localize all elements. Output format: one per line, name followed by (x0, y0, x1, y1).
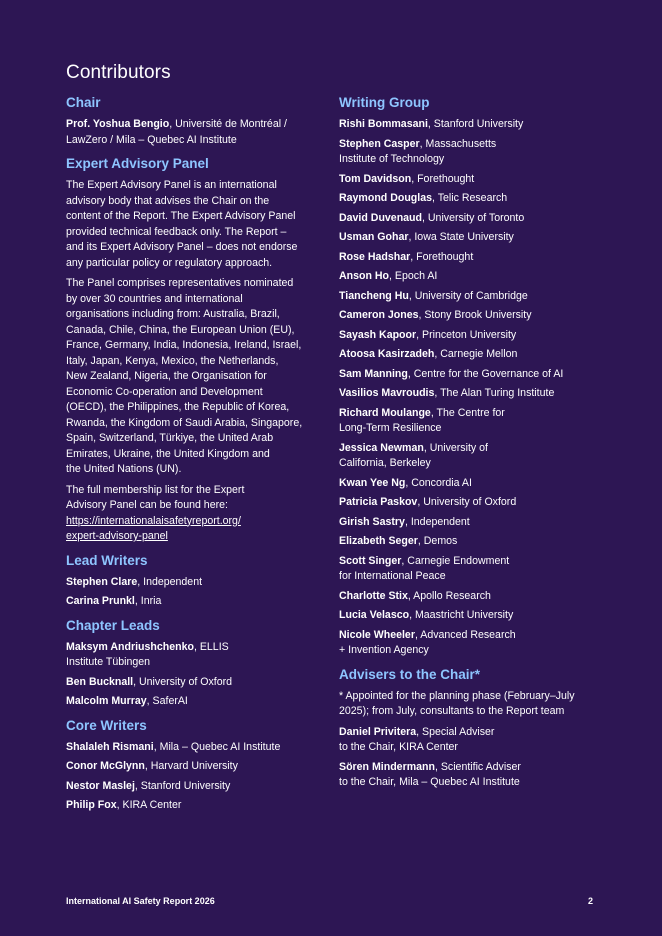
contributor-entry (339, 347, 601, 363)
contributor-affiliation: , Advanced Research (414, 628, 516, 641)
expert-panel-link[interactable] (66, 514, 328, 545)
text-line: Economic Co-operation and Development (66, 385, 263, 398)
advisers-section (339, 666, 601, 791)
contributor-entry (339, 117, 601, 133)
contributor-name: Tiancheng Hu (339, 289, 409, 302)
contributor-entry (339, 211, 601, 227)
contributor-entry (339, 269, 601, 285)
advisers-heading: Advisers to the Chair* (339, 666, 481, 682)
contributor-affiliation: , University of (423, 441, 488, 454)
chapter-leads-heading: Chapter Leads (66, 617, 160, 633)
right-column (339, 94, 601, 798)
contributor-name: Patricia Paskov (339, 496, 418, 508)
text-line: Canada, Chile, China, the European Union (EU), (66, 323, 295, 336)
contributor-entry (339, 476, 601, 492)
contributor-affiliation: , Independent (137, 575, 203, 588)
text-line: Spain, Switzerland, Türkiye, the United Arab (66, 432, 274, 444)
contributor-affiliation-cont: California, Berkeley (339, 457, 431, 469)
contributor-affiliation: , Stanford University (427, 118, 524, 130)
contributor-affiliation: , University of Cambridge (408, 289, 528, 302)
text-line: (OECD), the Philippines, the Republic of Korea, (66, 401, 290, 413)
text-line: The Expert Advisory Panel is an international (66, 179, 277, 191)
contributor-name: Carina Prunkl (66, 595, 135, 607)
contributor-entry (66, 575, 328, 591)
contributor-entry (339, 406, 601, 437)
contributor-affiliation: , Special Adviser (416, 725, 495, 738)
contributor-affiliation-cont: Institute of Technology (339, 153, 445, 165)
contributor-name: Raymond Douglas (339, 192, 433, 204)
contributor-entry (339, 725, 601, 756)
contributor-affiliation: , University of Toronto (422, 211, 525, 224)
footer-page-number: 2 (588, 896, 594, 906)
chapter-leads-section (66, 617, 328, 710)
contributor-affiliation: , Scientific Adviser (434, 760, 521, 773)
contributor-affiliation: , Inria (134, 595, 162, 607)
contributor-affiliation: , Stanford University (134, 779, 231, 792)
text-line: Rwanda, the Kingdom of Saudi Arabia, Singapore, (66, 416, 303, 429)
text-line: content of the Report. The Expert Advisory Panel (66, 210, 296, 222)
expert-panel-link-text (66, 483, 328, 545)
lead-writers-section (66, 552, 328, 610)
contributor-entry (339, 308, 601, 324)
contributor-name: David Duvenaud (339, 211, 423, 224)
text-line: New Zealand, Nigeria, the Organisation for (66, 370, 267, 382)
contributor-entry (339, 137, 601, 168)
lead-writers-heading: Lead Writers (66, 552, 148, 568)
contributor-affiliation: , Université de Montréal / (169, 118, 287, 130)
writing-group-list (339, 117, 601, 659)
text-line: * Appointed for the planning phase (February–July (339, 689, 575, 702)
contributor-entry (339, 608, 601, 624)
contributor-entry (66, 675, 328, 691)
contributor-affiliation-cont: to the Chair, KIRA Center (339, 741, 458, 753)
contributor-entry (339, 628, 601, 659)
contributor-name: Richard Moulange (339, 406, 431, 419)
contributor-affiliation-cont: to the Chair, Mila – Quebec AI Institute (339, 776, 520, 788)
contributor-entry (66, 694, 328, 710)
contributor-name: Tom Davidson (339, 172, 412, 185)
contributor-entry (339, 250, 601, 266)
contributor-affiliation: , Concordia AI (405, 476, 472, 489)
advisers-note (339, 689, 601, 720)
contributor-entry (66, 640, 328, 671)
contributor-name: Sayash Kapoor (339, 328, 417, 341)
contributor-name: Atoosa Kasirzadeh (339, 348, 435, 360)
contributor-name: Sören Mindermann (339, 760, 435, 773)
contributor-affiliation: , Princeton University (416, 328, 517, 341)
contributor-entry (66, 594, 328, 610)
contributor-affiliation: , SaferAI (146, 695, 188, 707)
contributor-name: Malcolm Murray (66, 695, 147, 707)
contributor-affiliation: , The Centre for (430, 406, 505, 419)
contributor-entry (339, 760, 601, 791)
expert-panel-heading: Expert Advisory Panel (66, 156, 209, 171)
contributor-affiliation-cont: for International Peace (339, 570, 446, 582)
contributor-name: Girish Sastry (339, 515, 405, 528)
contributor-entry (66, 759, 328, 775)
footer-report-title: International AI Safety Report 2026 (66, 896, 215, 906)
text-line: Italy, Japan, Kenya, Mexico, the Netherlands, (66, 354, 279, 367)
core-writers-heading: Core Writers (66, 717, 147, 733)
contributor-affiliation: , Stony Brook University (418, 309, 532, 321)
contributor-name: Rishi Bommasani (339, 118, 428, 130)
contributor-entry (339, 191, 601, 207)
link-line[interactable]: expert-advisory-panel (66, 530, 168, 542)
expert-panel-description (66, 178, 328, 271)
contributor-entry (66, 798, 328, 814)
contributor-affiliation: , Mila – Quebec AI Institute (153, 740, 281, 753)
text-line: 2025); from July, consultants to the Report team (339, 705, 565, 717)
contributor-name: Elizabeth Seger (339, 535, 418, 547)
contributor-name: Daniel Privitera (339, 725, 417, 738)
contributor-name: Usman Gohar (339, 231, 409, 243)
contributor-name: Anson Ho (339, 270, 390, 282)
contributor-affiliation: , Carnegie Mellon (434, 348, 518, 360)
contributor-entry (339, 441, 601, 472)
contributor-entry (339, 328, 601, 344)
contributor-name: Cameron Jones (339, 309, 419, 321)
text-line: Emirates, Ukraine, the United Kingdom and (66, 447, 270, 460)
writing-group-heading: Writing Group (339, 95, 430, 110)
contributor-name: Prof. Yoshua Bengio (66, 118, 170, 130)
contributor-name: Maksym Andriushchenko (66, 640, 194, 653)
contributor-entry (339, 515, 601, 531)
contributor-affiliation-cont: Long-Term Resilience (339, 422, 442, 434)
expert-panel-members (66, 276, 328, 478)
contributor-name: Conor McGlynn (66, 760, 145, 772)
text-line: France, Germany, India, Indonesia, Ireland, Israel, (66, 339, 302, 351)
text-line: Advisory Panel can be found here: (66, 499, 228, 511)
contributor-affiliation: , Apollo Research (407, 589, 491, 602)
contributor-entry (66, 779, 328, 795)
contributor-entry (66, 740, 328, 756)
contributor-name: Nestor Maslej (66, 779, 135, 792)
contributor-name: Jessica Newman (339, 441, 424, 454)
contributor-affiliation: , KIRA Center (116, 799, 182, 811)
contributor-affiliation: , Telic Research (432, 192, 508, 204)
contributor-affiliation: , The Alan Turing Institute (434, 387, 555, 399)
contributor-name: Sam Manning (339, 367, 408, 380)
contributor-affiliation: , Epoch AI (389, 270, 438, 282)
link-line[interactable]: https://internationalaisafetyreport.org/ (66, 514, 241, 527)
contributor-name: Lucia Velasco (339, 609, 410, 621)
contributor-name: Stephen Casper (339, 137, 420, 150)
contributor-entry (66, 117, 328, 148)
text-line: advisory body that advises the Chair on the (66, 194, 270, 207)
text-line: and its Expert Advisory Panel – does not endorse (66, 241, 298, 253)
text-line: by over 30 countries and international (66, 292, 243, 305)
contributor-entry (339, 534, 601, 550)
contributor-entry (339, 386, 601, 402)
contributor-name: Rose Hadshar (339, 250, 411, 263)
contributor-entry (339, 589, 601, 605)
contributor-entry (339, 172, 601, 188)
contributor-affiliation: , Maastricht University (409, 609, 514, 621)
contributor-name: Nicole Wheeler (339, 628, 415, 641)
contributor-name: Charlotte Stix (339, 589, 408, 602)
writing-group-section (339, 94, 601, 659)
contributor-affiliation: , Forethought (411, 172, 475, 185)
contributor-entry (339, 554, 601, 585)
contributor-affiliation-cont: Institute Tübingen (66, 656, 151, 668)
contributor-entry (339, 495, 601, 511)
contributor-name: Shalaleh Rismani (66, 740, 154, 753)
core-writers-section (66, 717, 328, 814)
contributor-entry (339, 230, 601, 246)
contributor-affiliation: , University of Oxford (133, 675, 233, 688)
contributor-affiliation-cont: LawZero / Mila – Quebec AI Institute (66, 133, 237, 146)
text-line: The Panel comprises representatives nominated (66, 277, 294, 289)
contributor-affiliation: , Centre for the Governance of AI (407, 367, 564, 380)
contributor-name: Ben Bucknall (66, 675, 134, 688)
contributor-affiliation-cont: + Invention Agency (339, 644, 429, 656)
contributor-name: Kwan Yee Ng (339, 476, 406, 489)
contributor-affiliation: , Demos (417, 535, 458, 547)
left-column (66, 94, 328, 821)
text-line: the United Nations (UN). (66, 463, 182, 475)
contributor-entry (339, 367, 601, 383)
contributor-affiliation: , ELLIS (193, 640, 229, 653)
contributor-name: Stephen Clare (66, 575, 138, 588)
contributor-name: Scott Singer (339, 554, 402, 567)
text-line: any particular policy or regulatory approach. (66, 256, 273, 269)
contributor-affiliation: , Independent (404, 515, 470, 528)
contributor-entry (339, 289, 601, 305)
contributor-affiliation: , Harvard University (144, 760, 238, 772)
contributor-name: Philip Fox (66, 799, 117, 811)
text-line: organisations including from: Australia, Brazil, (66, 308, 280, 320)
text-line: provided technical feedback only. The Report – (66, 225, 287, 238)
contributor-affiliation: , Iowa State University (408, 231, 514, 243)
chair-section (66, 94, 328, 148)
contributor-affiliation: , Forethought (410, 250, 474, 263)
contributor-affiliation: , Carnegie Endowment (401, 554, 510, 567)
contributor-name: Vasilios Mavroudis (339, 387, 435, 399)
contributor-affiliation: , University of Oxford (417, 496, 517, 508)
contributor-affiliation: , Massachusetts (419, 137, 497, 150)
text-line: The full membership list for the Expert (66, 483, 245, 496)
expert-panel-section (66, 155, 328, 545)
chair-heading: Chair (66, 95, 101, 110)
page-title: Contributors (66, 62, 171, 83)
